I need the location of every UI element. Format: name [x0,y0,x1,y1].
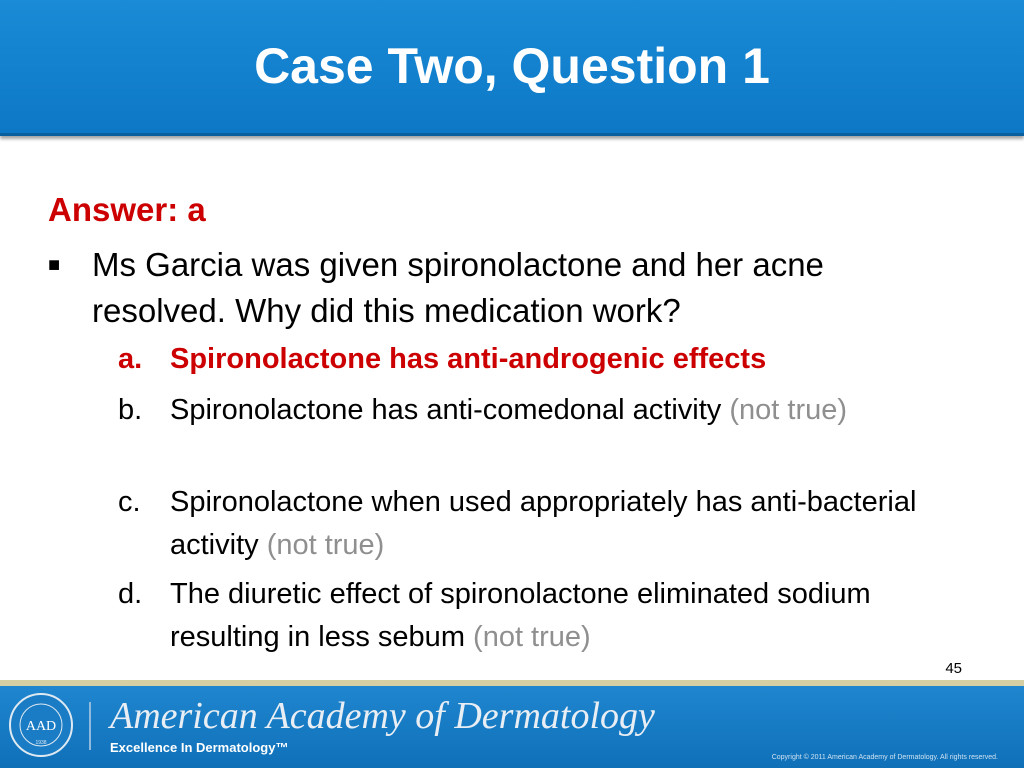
option-note: (not true) [473,621,591,653]
answer-label: Answer: a [48,191,206,228]
square-bullet-icon: ■ [48,254,61,276]
footer-divider [89,702,91,750]
seal-year: 1938 [35,740,47,746]
slide-footer [0,686,1024,768]
option-letter: d. [118,578,143,610]
option-note: (not true) [266,529,385,561]
option-text-wrap [170,389,960,432]
organization-name: American Academy of Dermatology [110,695,655,737]
option-note: (not true) [729,394,848,426]
option-text: Spironolactone when used appropriately has anti-bacterial activity [170,486,917,561]
option-text: Spironolactone has anti-androgenic effects [170,343,767,375]
option-text: Spironolactone has anti-comedonal activity [170,394,730,426]
seal-text: AAD [25,719,57,734]
question-text: Ms Garcia was given spironolactone and her acne resolved. Why did this medication work? [92,246,824,329]
aad-seal-logo [8,692,74,758]
option-text-wrap [170,573,960,659]
page-number: 45 [945,660,962,677]
organization-tagline: Excellence In Dermatology™ [110,740,289,755]
option-letter: a. [118,343,143,375]
option-text-wrap [170,481,960,567]
copyright-notice: Copyright © 2011 American Academy of Dermatology. All rights reserved. [771,754,998,761]
option-text: The diuretic effect of spironolactone eliminated sodium resulting in less sebum [170,578,871,653]
option-letter: c. [118,486,141,518]
slide-title: Case Two, Question 1 [254,38,770,94]
option-letter: b. [118,394,143,426]
